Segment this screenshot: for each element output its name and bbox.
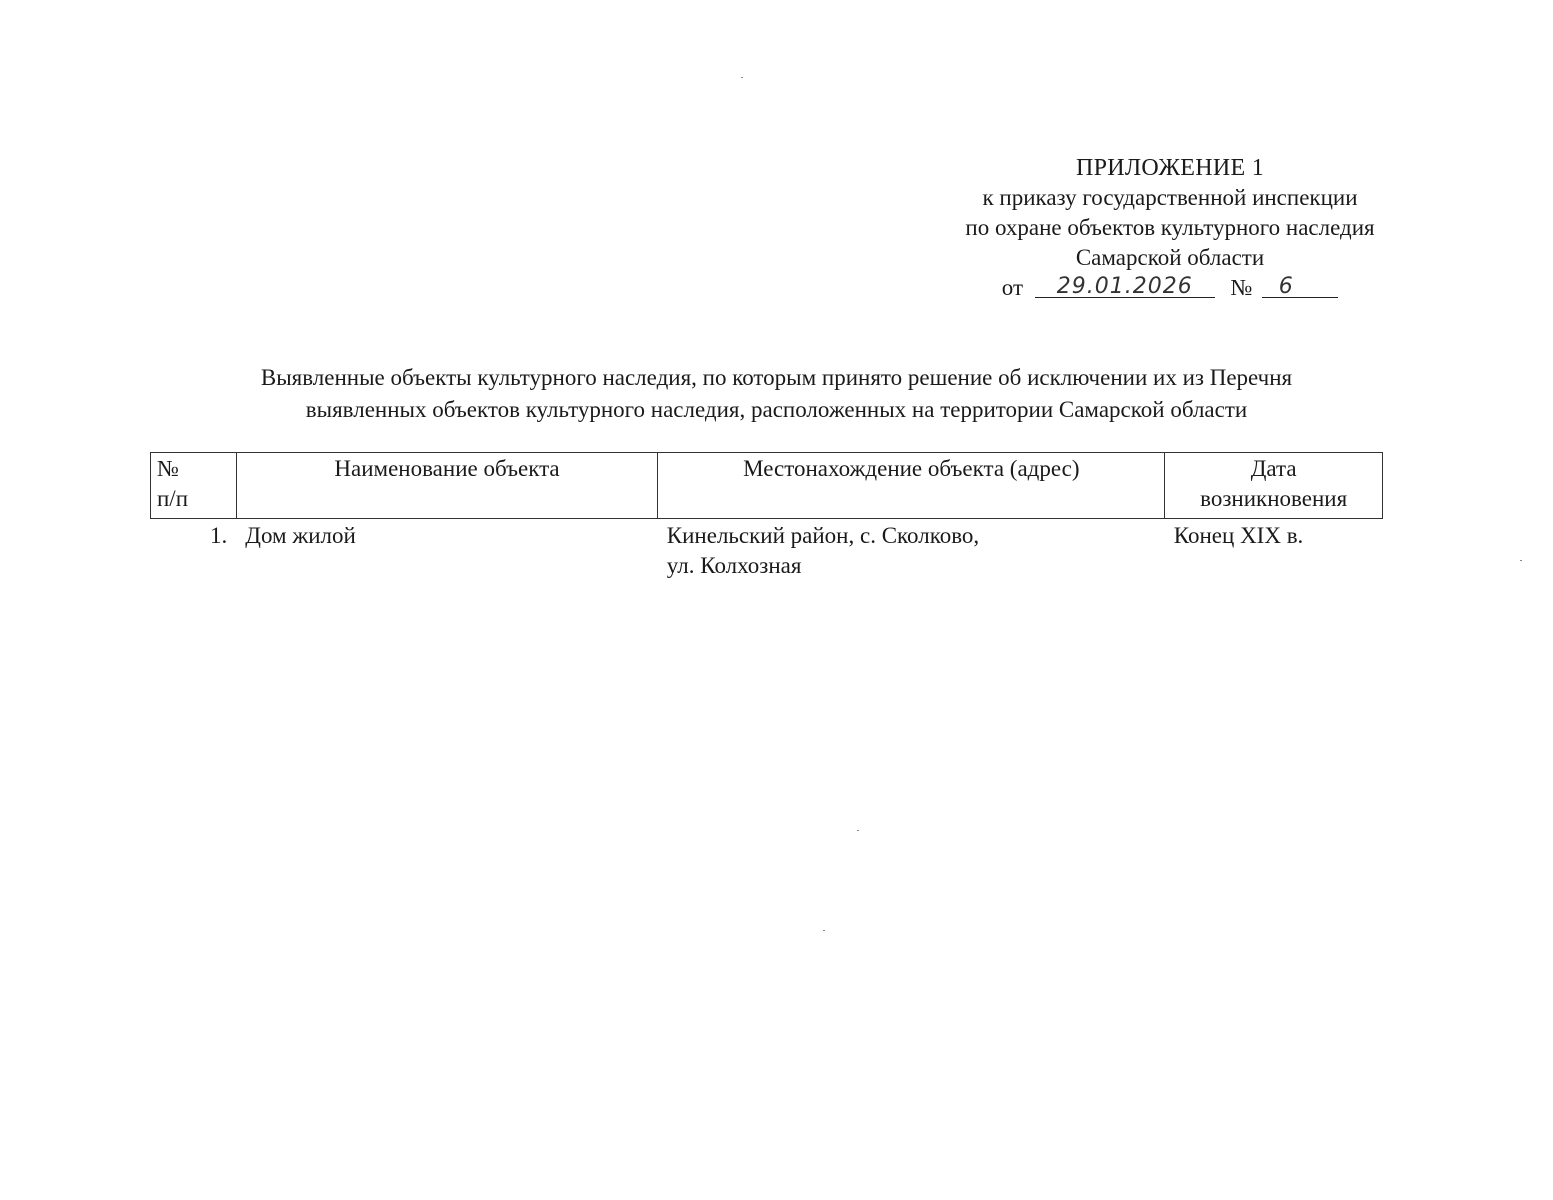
appendix-block — [900, 153, 1440, 303]
row-date: Конец XIX в. — [1173, 523, 1304, 548]
header-name: Наименование объекта — [236, 453, 658, 519]
row-num: 1. — [210, 523, 228, 548]
row-address — [658, 519, 1165, 582]
table-row — [151, 519, 1383, 582]
header-num-symbol: № — [157, 456, 179, 481]
appendix-line-2: по охране объектов культурного наследия — [965, 215, 1375, 240]
scan-speck — [1520, 560, 1522, 561]
handwritten-number: 6 — [1278, 274, 1294, 299]
scan-speck — [857, 830, 859, 831]
row-name: Дом жилой — [245, 523, 356, 548]
appendix-date-line — [900, 273, 1440, 303]
header-date — [1165, 453, 1383, 519]
scan-speck — [823, 930, 825, 931]
appendix-line-1: к приказу государственной инспекции — [982, 185, 1358, 210]
header-num — [151, 453, 237, 519]
table-header-row — [151, 453, 1383, 519]
date-prefix: от — [1001, 275, 1024, 300]
appendix-title: ПРИЛОЖЕНИЕ 1 — [1075, 155, 1265, 181]
heading-line-2: выявленных объектов культурного наследия, расположенных на территории Самарской области — [305, 397, 1248, 422]
number-blank — [1262, 273, 1338, 298]
handwritten-date: 29.01.2026 — [1056, 274, 1193, 299]
row-address-line-1: Кинельский район, с. Сколково, — [666, 523, 980, 548]
header-date-line-1: Дата — [1250, 456, 1297, 481]
header-date-line-2: возникновения — [1200, 486, 1348, 511]
header-num-label: п/п — [157, 486, 189, 511]
date-blank — [1035, 273, 1215, 298]
number-prefix: № — [1230, 275, 1253, 300]
appendix-line-3: Самарской области — [1075, 245, 1265, 270]
heading-line-1: Выявленные объекты культурного наследия, по которым принято решение об исключении их из Перечня — [260, 365, 1293, 390]
row-address-line-2: ул. Колхозная — [666, 553, 802, 578]
scan-speck — [741, 77, 743, 78]
header-address: Местонахождение объекта (адрес) — [658, 453, 1165, 519]
objects-table — [150, 452, 1383, 581]
document-heading — [120, 362, 1433, 426]
